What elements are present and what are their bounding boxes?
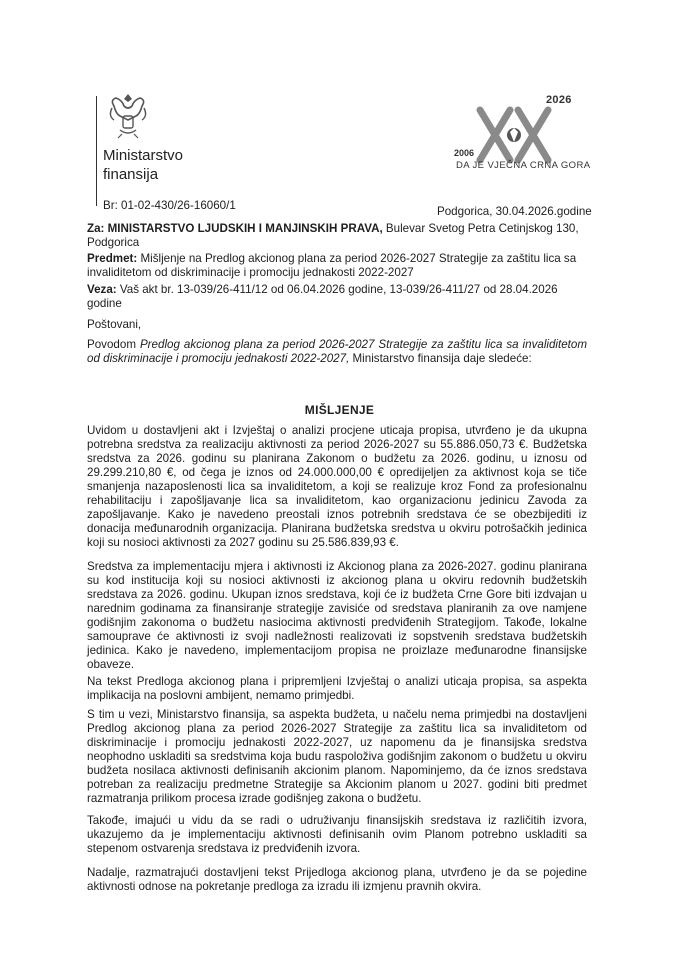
reference-block <box>87 283 587 311</box>
intro-paragraph <box>87 338 587 366</box>
header-divider-line <box>96 96 97 206</box>
recipient-label: Za: <box>87 222 105 235</box>
reference-text: Vaš akt br. 13-039/26-411/12 od 06.04.2026 godine, 13-039/26-411/27 od 28.04.2026 godine <box>87 283 558 310</box>
logo-tagline: DA JE VJEČNA CRNA GORA <box>456 160 591 171</box>
recipient-city: Podgorica <box>87 236 140 249</box>
subject-label: Predmet: <box>87 252 138 265</box>
greeting: Poštovani, <box>87 318 142 331</box>
document-reference-number: Br: 01-02-430/26-16060/1 <box>103 199 236 212</box>
intro-suffix: Ministarstvo finansija daje sledeće: <box>349 352 532 365</box>
opinion-heading: MIŠLJENJE <box>304 403 375 417</box>
subject-block <box>87 252 587 280</box>
logo-year-2026: 2026 <box>546 94 572 106</box>
ministry-name-line1: Ministarstvo <box>103 147 184 164</box>
recipient-block <box>87 222 587 250</box>
paragraph-legal-framework: Nadalje, razmatrajući dostavljeni tekst Prijedloga akcionog plana, utvrđeno je da se pojedine aktivnosti odnose na pokretanje predloga za izradu ili izmjenu pravnih okvira. <box>87 866 587 893</box>
intro-italic-title: Predlog akcionog plana za period 2026-2027 Strategije za zaštitu lica sa invaliditetom od diskriminacije i promociju jednakosti 2022-2027, <box>87 338 588 365</box>
intro-prefix: Povodom <box>87 338 140 351</box>
paragraph-implementation-funds: Sredstva za implementaciju mjera i aktivnosti iz Akcionog plana za 2026-2027. godinu planirana su kod institucija koji su nosioci aktivnosti iz akcionog plana u okviru redovnih budžetskih sredstava za 2026. godinu. Ukupan iznos sredstava, koji će iz budžeta Crne Gore biti izdvajan u narednim godinama za finansiranje strategije zavisiće od sredstava planiranih za ove namjene godišnjim zakonoma o budžetu nasiocima aktivnosti predviđenih Strategijom. Takođe, lokalne samouprave će aktivnosti iz svoji nadležnosti realizovati iz sopstvenih sredstava budžetskih jedinica. Kako je navedeno, implementacijom propisa ne proizlaze međunarodne finansijske obaveze. <box>87 560 587 671</box>
paragraph-budget-conclusion: S tim u vezi, Ministarstvo finansija, sa aspekta budžeta, u načelu nema primjedbi na dostavljeni Predlog akcionog plana za period 2026-2027 Strategije za zaštitu lica sa invaliditetom od diskriminacije i promociju jednakosti 2022-2027, uz napomenu da je finansijska sredstva neophodno uskladiti sa sredstvima koja budu raspoloživa godišnjim zakonom o budžetu u okviru budžeta nosilaca aktivnosti definisanih akcionim planom. Napominjemo, da će iznos sredstava potreban za realizaciju predmetne Strategije sa Akcionim planom u 2027. godini biti predmet razmatranja prilikom procesa izrade godišnjeg zakona o budžetu. <box>87 708 587 805</box>
recipient-address: Bulevar Svetog Petra Cetinjskog 130, <box>385 222 579 235</box>
ministry-name-line2: finansija <box>103 166 159 183</box>
paragraph-budget-overview: Uvidom u dostavljeni akt i Izvještaj o analizi procjene uticaja propisa, utvrđeno je da ukupna potrebna sredstva za realizaciju aktivnosti za period 2026-2027 su 55.886.050,73 €. Budžetska sredstva za 2026. godinu su planirana Zakonom o budžetu za 2026. godinu, u iznosu od 29.299.210,80 €, od čega je iznos od 24.000.000,00 € opredijeljen za aktivnost koja se tiče smanjenja nazaposlenosti lica sa invaliditetom, a koji se realizuje kroz Fond za profesionalnu rehabilitaciju i zapošljavanje lica sa invaliditetom, kao organizacionu jedinicu Zavoda za zapošljavanje. Kako je navedeno preostali iznos potrebnih sredstava će se obezbijediti iz donacija međunarodnih organizacija. Planirana budžetska sredstva u okviru potrošačkih jedinica koji su nosioci aktivnosti za 2027 godinu su 25.586.839,93 €. <box>87 424 587 549</box>
logo-year-2006: 2006 <box>454 148 475 158</box>
coat-of-arms-icon <box>106 90 150 140</box>
place-and-date: Podgorica, 30.04.2026.godine <box>437 205 592 218</box>
paragraph-funding-sources: Takođe, imajući u vidu da se radi o udruživanju finansijskih sredstava iz različitih izvora, ukazujemo da je implementaciju aktivnosti definisanih ovim Planom potrebno uskladiti sa stepenom ostvarenja sredstava iz predviđenih izvora. <box>87 814 587 855</box>
ministry-name <box>103 146 183 184</box>
recipient-name: MINISTARSTVO LJUDSKIH I MANJINSKIH PRAVA, <box>107 222 383 235</box>
reference-label: Veza: <box>87 283 117 296</box>
subject-text: Mišljenje na Predlog akcionog plana za period 2026-2027 Strategije za zaštitu lica sa invaliditetom od diskriminacije i promociju jednakosti 2022-2027 <box>87 252 577 279</box>
paragraph-business-environment: Na tekst Predloga akcionog plana i pripremljeni Izvještaj o analizi uticaja propisa, sa aspekta implikacija na poslovni ambijent, nemamo primjedbi. <box>87 675 587 702</box>
